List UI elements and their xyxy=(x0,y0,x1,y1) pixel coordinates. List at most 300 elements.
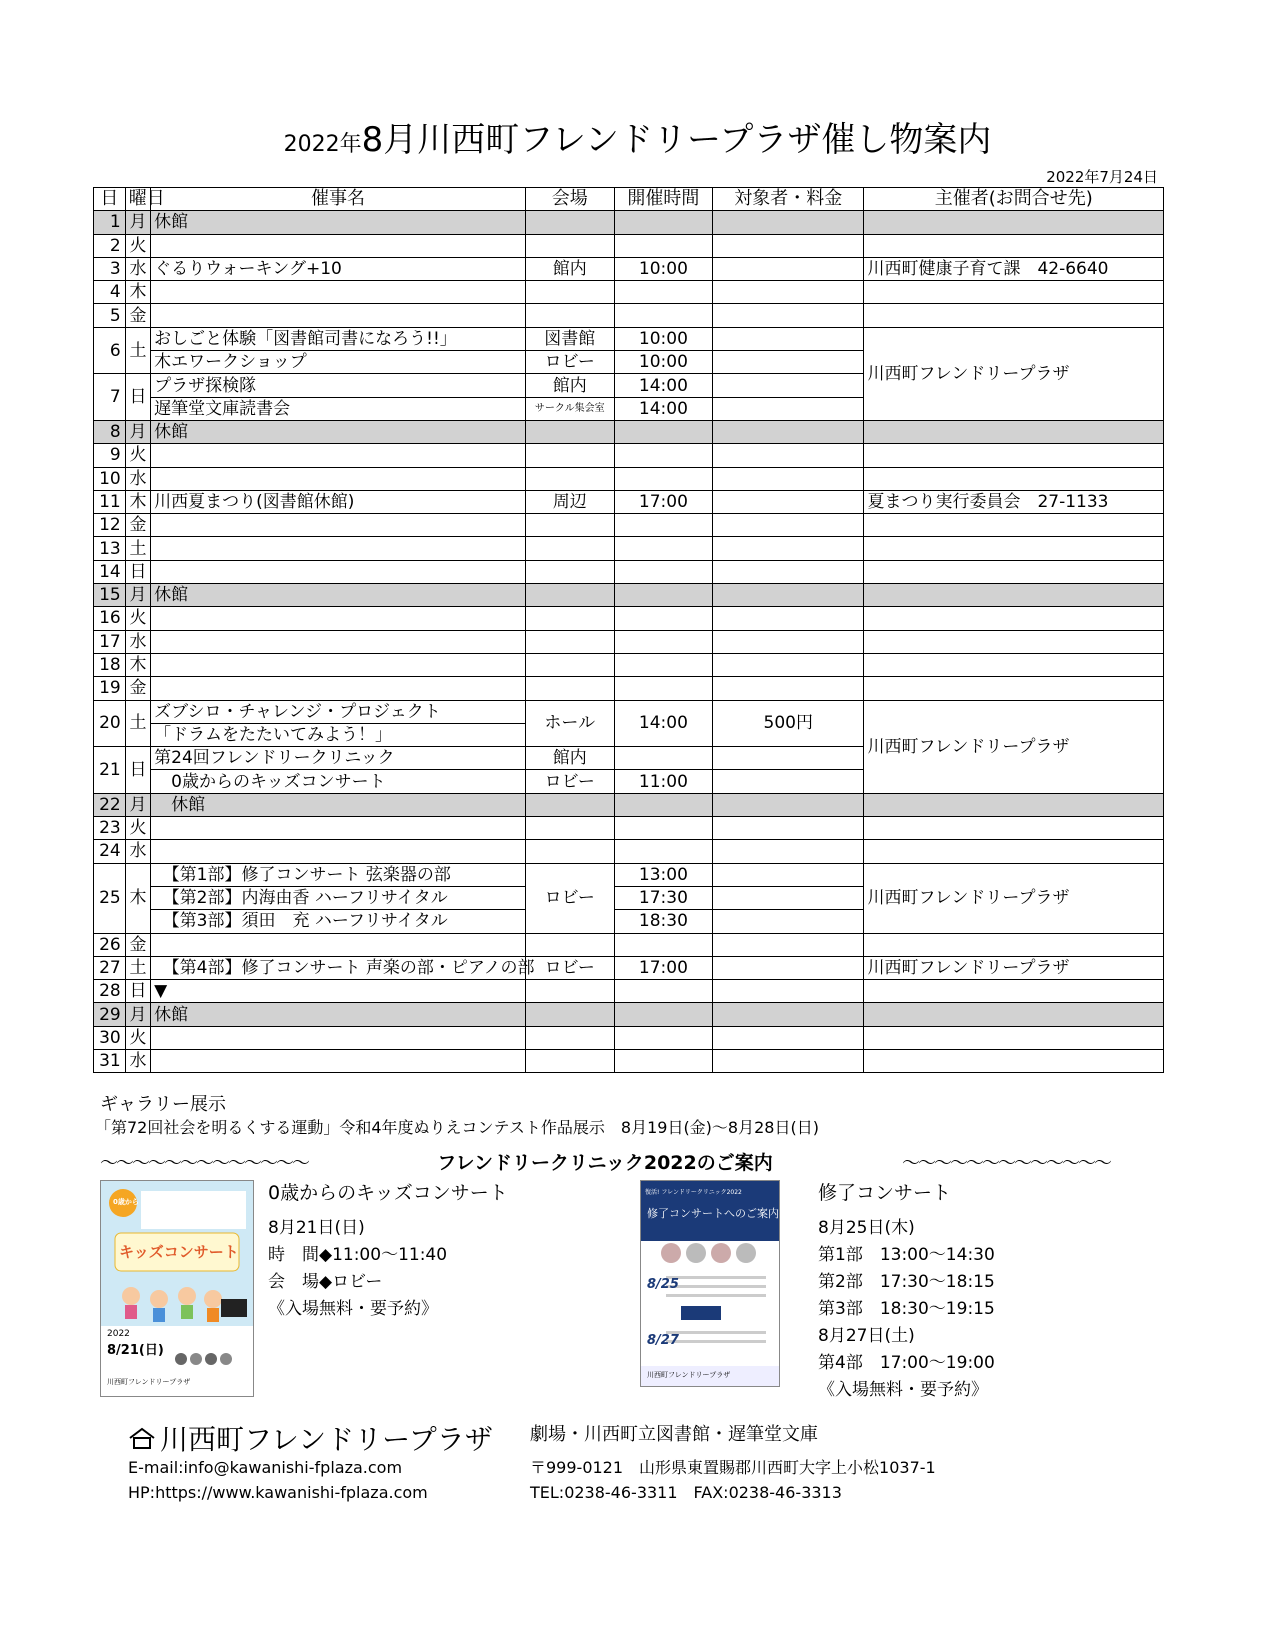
venue-cell xyxy=(525,980,614,1003)
day-cell: 18 xyxy=(94,653,126,676)
clinic-banner xyxy=(100,1148,1110,1175)
event-cell xyxy=(151,444,526,467)
fee-cell: 500円 xyxy=(713,700,864,747)
organizer-cell: 川西町フレンドリープラザ xyxy=(864,700,1164,793)
table-row xyxy=(94,327,1164,350)
day-cell: 5 xyxy=(94,304,126,327)
table-row xyxy=(94,933,1164,956)
grad-part1: 第1部 13:00～14:30 xyxy=(818,1245,995,1265)
grad-note: 《入場無料・要予約》 xyxy=(818,1380,988,1400)
kids-poster-org: 川西町フレンドリープラザ xyxy=(107,1378,191,1386)
fee-cell xyxy=(713,1049,864,1072)
venue-cell: ロビー xyxy=(525,770,614,793)
event-cell: プラザ探検隊 xyxy=(151,374,526,397)
day-cell: 26 xyxy=(94,933,126,956)
weekday-cell: 火 xyxy=(125,1026,150,1049)
fee-cell xyxy=(713,327,864,350)
weekday-cell: 水 xyxy=(125,630,150,653)
event-cell: 休館 xyxy=(151,211,526,234)
fee-cell xyxy=(713,956,864,979)
gallery-heading: ギャラリー展示 xyxy=(100,1094,226,1115)
table-row xyxy=(94,840,1164,863)
title-text: 8月川西町フレンドリープラザ催し物案内 xyxy=(361,120,992,160)
column-header: 主催者(お問合せ先) xyxy=(864,188,1164,211)
time-cell: 18:30 xyxy=(614,910,712,933)
time-cell xyxy=(614,467,712,490)
weekday-cell: 金 xyxy=(125,514,150,537)
table-row xyxy=(94,677,1164,700)
grad-poster-org: 川西町フレンドリープラザ xyxy=(647,1371,731,1379)
kids-time: 時 間◆11:00～11:40 xyxy=(268,1245,448,1265)
weekday-cell: 金 xyxy=(125,304,150,327)
wave-left: 〜〜〜〜〜〜〜〜〜〜〜〜〜 xyxy=(100,1152,308,1174)
event-cell xyxy=(151,304,526,327)
organizer-cell xyxy=(864,514,1164,537)
fee-cell xyxy=(713,537,864,560)
table-row xyxy=(94,444,1164,467)
venue-cell xyxy=(525,933,614,956)
time-cell xyxy=(614,304,712,327)
venue-cell: サークル集会室 xyxy=(525,397,614,420)
organizer-cell: 川西町フレンドリープラザ xyxy=(864,863,1164,933)
time-cell: 11:00 xyxy=(614,770,712,793)
time-cell: 17:30 xyxy=(614,886,712,909)
time-cell xyxy=(614,933,712,956)
venue-cell xyxy=(525,467,614,490)
venue-cell xyxy=(525,677,614,700)
event-cell xyxy=(151,281,526,304)
weekday-cell: 木 xyxy=(125,281,150,304)
event-cell: 「ドラムをたたいてみよう！」 xyxy=(151,723,526,746)
venue-cell xyxy=(525,1003,614,1026)
kids-poster-date: 8/21(日) xyxy=(107,1343,164,1358)
venue-cell xyxy=(525,281,614,304)
event-cell xyxy=(151,537,526,560)
weekday-cell: 水 xyxy=(125,257,150,280)
event-cell xyxy=(151,607,526,630)
venue-cell xyxy=(525,234,614,257)
footer-tel: TEL:0238-46-3311 FAX:0238-46-3313 xyxy=(530,1483,842,1502)
fee-cell xyxy=(713,397,864,420)
time-cell xyxy=(614,234,712,257)
wave-right: 〜〜〜〜〜〜〜〜〜〜〜〜〜 xyxy=(901,1152,1110,1174)
table-row xyxy=(94,793,1164,816)
venue-cell xyxy=(525,1026,614,1049)
day-cell: 19 xyxy=(94,677,126,700)
venue-cell xyxy=(525,1049,614,1072)
time-cell: 17:00 xyxy=(614,490,712,513)
weekday-cell: 土 xyxy=(125,327,150,374)
day-cell: 30 xyxy=(94,1026,126,1049)
table-row xyxy=(94,700,1164,723)
table-row xyxy=(94,1026,1164,1049)
event-cell: ぐるりウォーキング+10 xyxy=(151,257,526,280)
footer-contact xyxy=(128,1455,428,1505)
time-cell xyxy=(614,1003,712,1026)
table-row xyxy=(94,817,1164,840)
table-row xyxy=(94,653,1164,676)
banner-text: フレンドリークリニック2022のご案内 xyxy=(437,1152,773,1174)
grad-part4: 第4部 17:00～19:00 xyxy=(818,1353,995,1373)
gallery-text: 「第72回社会を明るくする運動」令和4年度ぬりえコンテスト作品展示 8月19日(金)～8月28日(日) xyxy=(95,1118,819,1137)
kids-poster-year: 2022 xyxy=(107,1329,130,1339)
table-row xyxy=(94,281,1164,304)
organizer-cell xyxy=(864,1026,1164,1049)
organizer-cell xyxy=(864,817,1164,840)
fee-cell xyxy=(713,281,864,304)
column-header: 日 xyxy=(94,188,126,211)
organizer-cell xyxy=(864,1049,1164,1072)
venue-cell xyxy=(525,653,614,676)
fee-cell xyxy=(713,304,864,327)
fee-cell xyxy=(713,234,864,257)
day-cell: 17 xyxy=(94,630,126,653)
time-cell: 10:00 xyxy=(614,257,712,280)
weekday-cell: 水 xyxy=(125,840,150,863)
column-header: 開催時間 xyxy=(614,188,712,211)
event-cell: 遅筆堂文庫読書会 xyxy=(151,397,526,420)
venue-cell xyxy=(525,840,614,863)
event-cell: 川西夏まつり(図書館休館) xyxy=(151,490,526,513)
day-cell: 8 xyxy=(94,420,126,443)
title-year: 2022年 xyxy=(283,132,362,157)
organizer-cell: 夏まつり実行委員会 27-1133 xyxy=(864,490,1164,513)
event-cell: ズブシロ・チャレンジ・プロジェクト xyxy=(151,700,526,723)
graduation-concert-poster xyxy=(640,1180,780,1387)
time-cell xyxy=(614,420,712,443)
organizer-cell xyxy=(864,653,1164,676)
event-cell xyxy=(151,630,526,653)
footer-facilities: 劇場・川西町立図書館・遅筆堂文庫 xyxy=(530,1424,818,1445)
time-cell xyxy=(614,677,712,700)
column-header: 会場 xyxy=(525,188,614,211)
time-cell: 17:00 xyxy=(614,956,712,979)
organizer-cell xyxy=(864,420,1164,443)
kids-note: 《入場無料・要予約》 xyxy=(268,1299,438,1319)
kids-poster-art xyxy=(101,1181,253,1396)
grad-title: 修了コンサート xyxy=(818,1182,952,1204)
table-row xyxy=(94,863,1164,886)
event-cell xyxy=(151,514,526,537)
venue-cell xyxy=(525,211,614,234)
column-header: 催事名 xyxy=(151,188,526,211)
table-row xyxy=(94,257,1164,280)
day-cell: 1 xyxy=(94,211,126,234)
venue-cell: ロビー xyxy=(525,351,614,374)
weekday-cell: 日 xyxy=(125,980,150,1003)
fee-cell xyxy=(713,257,864,280)
venue-cell: 周辺 xyxy=(525,490,614,513)
organizer-cell xyxy=(864,537,1164,560)
fee-cell xyxy=(713,211,864,234)
footer-hp[interactable]: HP:https://www.kawanishi-fplaza.com xyxy=(128,1483,428,1502)
table-header-row xyxy=(94,188,1164,211)
organizer-cell xyxy=(864,677,1164,700)
venue-cell xyxy=(525,584,614,607)
venue-cell: 館内 xyxy=(525,257,614,280)
organizer-cell: 川西町フレンドリープラザ xyxy=(864,327,1164,420)
table-row xyxy=(94,490,1164,513)
event-cell xyxy=(151,653,526,676)
fee-cell xyxy=(713,1003,864,1026)
weekday-cell: 火 xyxy=(125,817,150,840)
issue-date: 2022年7月24日 xyxy=(1046,168,1158,186)
table-row xyxy=(94,584,1164,607)
time-cell xyxy=(614,514,712,537)
event-cell: 0歳からのキッズコンサート xyxy=(151,770,526,793)
time-cell xyxy=(614,793,712,816)
time-cell: 13:00 xyxy=(614,863,712,886)
weekday-cell: 月 xyxy=(125,420,150,443)
fee-cell xyxy=(713,420,864,443)
organizer-cell xyxy=(864,234,1164,257)
table-row xyxy=(94,630,1164,653)
fee-cell xyxy=(713,560,864,583)
venue-cell xyxy=(525,817,614,840)
day-cell: 31 xyxy=(94,1049,126,1072)
organizer-cell xyxy=(864,933,1164,956)
plaza-logo-icon xyxy=(128,1426,156,1450)
event-cell xyxy=(151,817,526,840)
table-row xyxy=(94,537,1164,560)
fee-cell xyxy=(713,653,864,676)
table-row xyxy=(94,980,1164,1003)
organizer-cell xyxy=(864,793,1164,816)
table-row xyxy=(94,560,1164,583)
grad-poster-d1: 8/25 xyxy=(647,1277,679,1292)
table-row xyxy=(94,607,1164,630)
event-cell: 木エワークショップ xyxy=(151,351,526,374)
fee-cell xyxy=(713,351,864,374)
kids-concert-info xyxy=(268,1180,508,1323)
time-cell xyxy=(614,1049,712,1072)
event-cell xyxy=(151,677,526,700)
day-cell: 12 xyxy=(94,514,126,537)
event-cell xyxy=(151,933,526,956)
venue-cell: 館内 xyxy=(525,374,614,397)
page-title xyxy=(0,112,1275,161)
time-cell: 10:00 xyxy=(614,327,712,350)
day-cell: 13 xyxy=(94,537,126,560)
venue-cell xyxy=(525,537,614,560)
organizer-cell xyxy=(864,584,1164,607)
fee-cell xyxy=(713,1026,864,1049)
day-cell: 28 xyxy=(94,980,126,1003)
weekday-cell: 月 xyxy=(125,1003,150,1026)
weekday-cell: 木 xyxy=(125,653,150,676)
organizer-cell xyxy=(864,607,1164,630)
grad-date2: 8月27日(土) xyxy=(818,1326,915,1346)
fee-cell xyxy=(713,467,864,490)
day-cell: 10 xyxy=(94,467,126,490)
time-cell xyxy=(614,840,712,863)
event-cell: ▼ xyxy=(151,980,526,1003)
fee-cell xyxy=(713,770,864,793)
time-cell xyxy=(614,653,712,676)
grad-poster-title: 修了コンサートへのご案内 xyxy=(647,1207,779,1220)
time-cell xyxy=(614,537,712,560)
event-cell: 第24回フレンドリークリニック xyxy=(151,747,526,770)
day-cell: 15 xyxy=(94,584,126,607)
venue-cell xyxy=(525,420,614,443)
weekday-cell: 火 xyxy=(125,444,150,467)
time-cell xyxy=(614,444,712,467)
day-cell: 6 xyxy=(94,327,126,374)
event-cell: 休館 xyxy=(151,793,526,816)
day-cell: 9 xyxy=(94,444,126,467)
time-cell xyxy=(614,584,712,607)
column-header: 曜日 xyxy=(125,188,150,211)
weekday-cell: 日 xyxy=(125,560,150,583)
footer-address-block xyxy=(530,1455,936,1505)
fee-cell xyxy=(713,910,864,933)
day-cell: 29 xyxy=(94,1003,126,1026)
venue-cell xyxy=(525,304,614,327)
organizer-cell xyxy=(864,281,1164,304)
organizer-cell xyxy=(864,630,1164,653)
day-cell: 20 xyxy=(94,700,126,747)
organizer-cell: 川西町健康子育て課 42-6640 xyxy=(864,257,1164,280)
time-cell: 14:00 xyxy=(614,374,712,397)
day-cell: 3 xyxy=(94,257,126,280)
grad-part2: 第2部 17:30～18:15 xyxy=(818,1272,995,1292)
weekday-cell: 水 xyxy=(125,1049,150,1072)
venue-cell xyxy=(525,630,614,653)
time-cell xyxy=(614,607,712,630)
schedule-table xyxy=(93,187,1164,1073)
organizer-cell xyxy=(864,211,1164,234)
time-cell: 14:00 xyxy=(614,397,712,420)
fee-cell xyxy=(713,793,864,816)
event-cell: 【第4部】修了コンサート 声楽の部・ピアノの部 xyxy=(151,956,526,979)
venue-cell xyxy=(525,444,614,467)
footer-logo xyxy=(128,1418,493,1458)
weekday-cell: 日 xyxy=(125,747,150,794)
event-cell: 休館 xyxy=(151,420,526,443)
day-cell: 24 xyxy=(94,840,126,863)
grad-poster-d2: 8/27 xyxy=(647,1333,679,1348)
fee-cell xyxy=(713,490,864,513)
time-cell xyxy=(614,630,712,653)
table-row xyxy=(94,956,1164,979)
day-cell: 16 xyxy=(94,607,126,630)
day-cell: 22 xyxy=(94,793,126,816)
venue-cell xyxy=(525,607,614,630)
fee-cell xyxy=(713,817,864,840)
event-cell xyxy=(151,1026,526,1049)
fee-cell xyxy=(713,863,864,886)
table-row xyxy=(94,514,1164,537)
table-row xyxy=(94,234,1164,257)
time-cell: 14:00 xyxy=(614,700,712,747)
organizer-cell xyxy=(864,1003,1164,1026)
weekday-cell: 木 xyxy=(125,863,150,933)
grad-part3: 第3部 18:30～19:15 xyxy=(818,1299,995,1319)
time-cell xyxy=(614,1026,712,1049)
weekday-cell: 火 xyxy=(125,607,150,630)
day-cell: 14 xyxy=(94,560,126,583)
weekday-cell: 日 xyxy=(125,374,150,421)
weekday-cell: 月 xyxy=(125,211,150,234)
venue-cell xyxy=(525,793,614,816)
time-cell xyxy=(614,980,712,1003)
fee-cell xyxy=(713,607,864,630)
graduation-concert-info xyxy=(818,1180,995,1404)
weekday-cell: 土 xyxy=(125,956,150,979)
fee-cell xyxy=(713,747,864,770)
day-cell: 11 xyxy=(94,490,126,513)
day-cell: 4 xyxy=(94,281,126,304)
event-cell: 休館 xyxy=(151,1003,526,1026)
weekday-cell: 木 xyxy=(125,490,150,513)
table-row xyxy=(94,420,1164,443)
organizer-cell xyxy=(864,980,1164,1003)
day-cell: 25 xyxy=(94,863,126,933)
fee-cell xyxy=(713,886,864,909)
venue-cell xyxy=(525,514,614,537)
fee-cell xyxy=(713,933,864,956)
column-header: 対象者・料金 xyxy=(713,188,864,211)
fee-cell xyxy=(713,374,864,397)
weekday-cell: 土 xyxy=(125,537,150,560)
organizer-cell xyxy=(864,560,1164,583)
grad-date1: 8月25日(木) xyxy=(818,1218,915,1238)
weekday-cell: 月 xyxy=(125,584,150,607)
weekday-cell: 月 xyxy=(125,793,150,816)
fee-cell xyxy=(713,980,864,1003)
event-cell: 【第1部】修了コンサート 弦楽器の部 xyxy=(151,863,526,886)
fee-cell xyxy=(713,630,864,653)
day-cell: 7 xyxy=(94,374,126,421)
event-cell xyxy=(151,840,526,863)
time-cell xyxy=(614,747,712,770)
fee-cell xyxy=(713,584,864,607)
table-row xyxy=(94,211,1164,234)
event-cell xyxy=(151,560,526,583)
venue-cell: 館内 xyxy=(525,747,614,770)
fee-cell xyxy=(713,514,864,537)
event-cell xyxy=(151,234,526,257)
grad-poster-top: 復活! フレンドリークリニック2022 xyxy=(645,1189,742,1196)
event-cell xyxy=(151,1049,526,1072)
fee-cell xyxy=(713,444,864,467)
time-cell xyxy=(614,211,712,234)
organizer-cell xyxy=(864,840,1164,863)
time-cell xyxy=(614,817,712,840)
venue-cell: ロビー xyxy=(525,956,614,979)
kids-place: 会 場◆ロビー xyxy=(268,1272,383,1292)
kids-title: 0歳からのキッズコンサート xyxy=(268,1182,508,1204)
day-cell: 27 xyxy=(94,956,126,979)
organizer-cell: 川西町フレンドリープラザ xyxy=(864,956,1164,979)
event-cell xyxy=(151,467,526,490)
fee-cell xyxy=(713,677,864,700)
footer-email[interactable]: E-mail:info@kawanishi-fplaza.com xyxy=(128,1458,403,1477)
event-cell: おしごと体験「図書館司書になろう!!」 xyxy=(151,327,526,350)
day-cell: 2 xyxy=(94,234,126,257)
event-cell: 【第3部】須田 充 ハーフリサイタル xyxy=(151,910,526,933)
organizer-cell xyxy=(864,444,1164,467)
organizer-cell xyxy=(864,467,1164,490)
organizer-cell xyxy=(864,304,1164,327)
time-cell xyxy=(614,560,712,583)
day-cell: 21 xyxy=(94,747,126,794)
day-cell: 23 xyxy=(94,817,126,840)
footer-address: 〒999-0121 山形県東置賜郡川西町大字上小松1037-1 xyxy=(530,1458,936,1477)
kids-concert-poster xyxy=(100,1180,254,1397)
venue-cell: 図書館 xyxy=(525,327,614,350)
fee-cell xyxy=(713,840,864,863)
